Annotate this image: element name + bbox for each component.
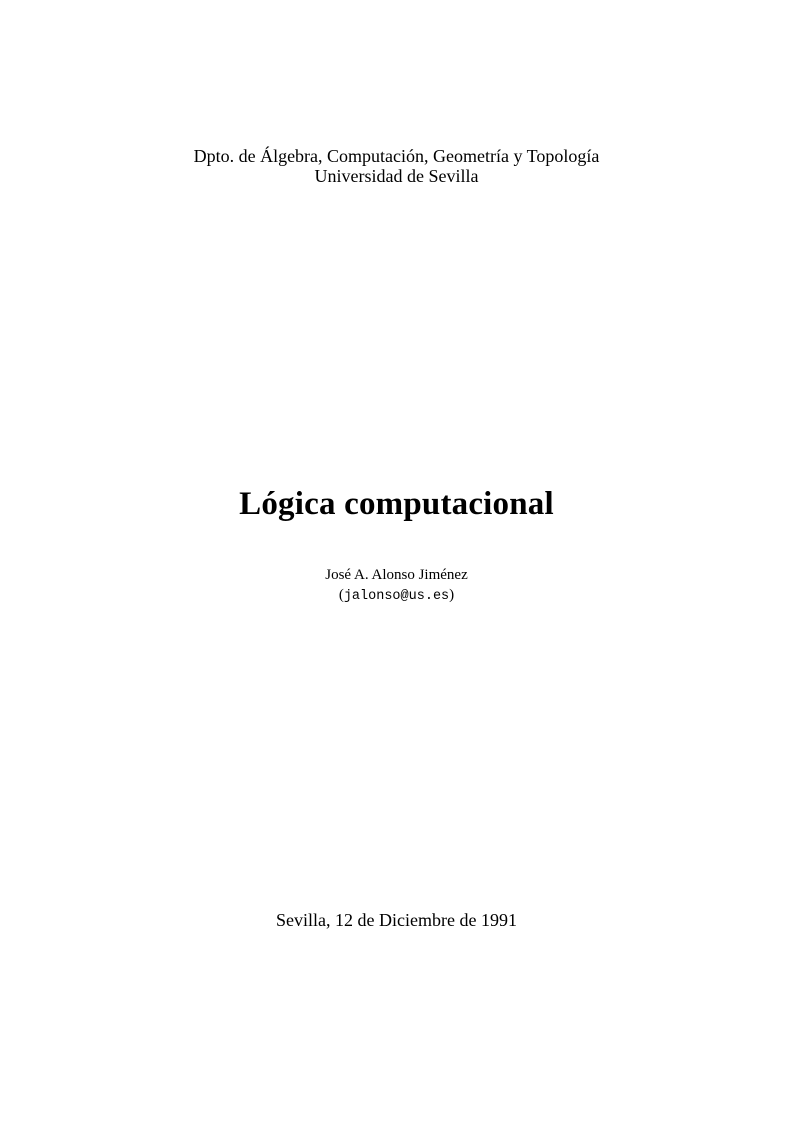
author-email: jalonso@us.es <box>343 589 450 604</box>
department-name: Dpto. de Álgebra, Computación, Geometría y Topología <box>193 146 600 166</box>
university-name: Universidad de Sevilla <box>314 166 479 186</box>
place-and-date: Sevilla, 12 de Diciembre de 1991 <box>276 910 517 930</box>
author-block <box>0 565 793 607</box>
author-name: José A. Alonso Jiménez <box>325 567 468 583</box>
author-email-line <box>0 585 793 607</box>
email-close-paren: ) <box>449 587 455 603</box>
email-open-paren: ( <box>338 587 344 603</box>
document-title: Lógica computacional <box>239 486 554 522</box>
affiliation-block <box>0 146 793 186</box>
